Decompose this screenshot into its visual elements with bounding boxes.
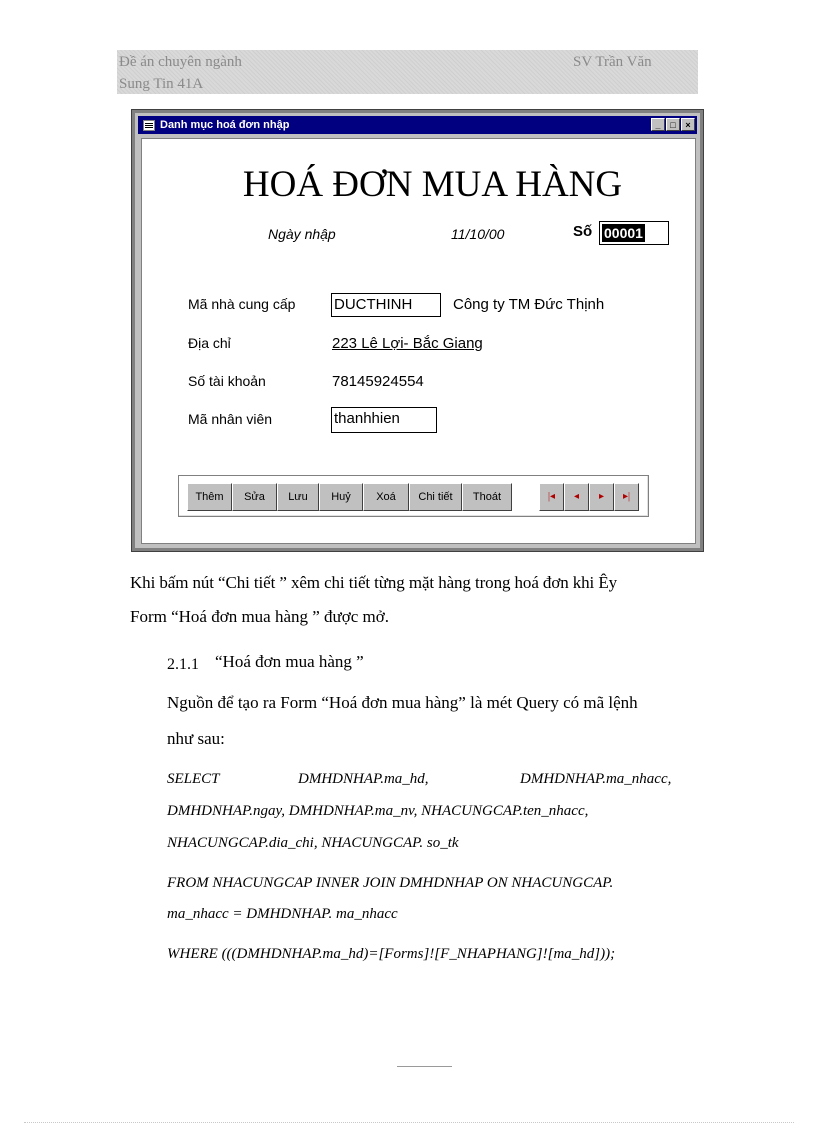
header-course: Đề án chuyên ngành bbox=[119, 54, 242, 70]
last-record-icon[interactable]: ▸| bbox=[614, 483, 639, 511]
section-number: 2.1.1 bbox=[167, 656, 199, 673]
employee-label: Mã nhân viên bbox=[188, 411, 273, 427]
exit-button[interactable]: Thoát bbox=[462, 483, 512, 511]
header-student: SV Trần Văn bbox=[573, 54, 652, 70]
paragraph-2-line-2: như sau: bbox=[167, 729, 225, 748]
first-record-icon[interactable]: |◂ bbox=[539, 483, 564, 511]
form-app-icon bbox=[143, 120, 155, 131]
account-label: Số tài khoản bbox=[188, 373, 266, 389]
window-title: Danh mục hoá đơn nhập bbox=[160, 119, 290, 131]
maximize-icon[interactable]: □ bbox=[666, 118, 680, 131]
invoice-number-label: Số bbox=[573, 223, 593, 240]
delete-button[interactable]: Xoá bbox=[363, 483, 409, 511]
sql-from-line-2: ma_nhacc = DMHDNHAP. ma_nhacc bbox=[167, 906, 398, 922]
add-button[interactable]: Thêm bbox=[187, 483, 232, 511]
sql-where-line: WHERE (((DMHDNHAP.ma_hd)=[Forms]![F_NHAPHANG]![ma_hd])); bbox=[167, 946, 616, 962]
close-icon[interactable]: × bbox=[681, 118, 695, 131]
sql-select-keyword: SELECT bbox=[167, 771, 220, 787]
supplier-code-label: Mã nhà cung cấp bbox=[188, 296, 296, 312]
address-value: 223 Lê Lợi- Bắc Giang bbox=[332, 335, 483, 352]
save-button[interactable]: Lưu bbox=[277, 483, 319, 511]
date-label: Ngày nhập bbox=[268, 226, 336, 242]
form-heading: HOÁ ĐƠN MUA HÀNG bbox=[242, 164, 623, 205]
supplier-name: Công ty TM Đức Thịnh bbox=[453, 296, 605, 313]
employee-field[interactable]: thanhhien bbox=[331, 407, 437, 433]
paragraph-1-line-2: Form “Hoá đơn mua hàng ” được mở. bbox=[130, 607, 390, 626]
sql-select-line-2: DMHDNHAP.ngay, DMHDNHAP.ma_nv, NHACUNGCAP.ten_nhacc, bbox=[167, 803, 589, 819]
sql-select-col-2: DMHDNHAP.ma_nhacc, bbox=[520, 771, 672, 787]
command-toolbar bbox=[178, 475, 649, 517]
form-client-area bbox=[141, 138, 696, 544]
access-form-window bbox=[132, 110, 703, 551]
paragraph-1-line-1: Khi bấm nút “Chi tiết ” xêm chi tiết từng mặt hàng trong hoá đơn khi Êy bbox=[130, 573, 618, 592]
window-controls bbox=[650, 118, 695, 132]
header-student-cont: Sung Tin 41A bbox=[119, 76, 204, 92]
window-titlebar bbox=[138, 116, 697, 134]
detail-button[interactable]: Chi tiết bbox=[409, 483, 462, 511]
next-record-icon[interactable]: ▸ bbox=[589, 483, 614, 511]
previous-record-icon[interactable]: ◂ bbox=[564, 483, 589, 511]
page-footer-rule bbox=[397, 1066, 452, 1067]
date-value: 11/10/00 bbox=[451, 226, 505, 242]
section-title: “Hoá đơn mua hàng ” bbox=[215, 652, 364, 671]
sql-select-line-3: NHACUNGCAP.dia_chi, NHACUNGCAP. so_tk bbox=[167, 835, 459, 851]
account-value: 78145924554 bbox=[332, 373, 424, 390]
supplier-code-field[interactable]: DUCTHINH bbox=[331, 293, 441, 317]
sql-from-line-1: FROM NHACUNGCAP INNER JOIN DMHDNHAP ON NHACUNGCAP. bbox=[167, 875, 614, 891]
sql-select-col-1: DMHDNHAP.ma_hd, bbox=[298, 771, 429, 787]
edit-button[interactable]: Sửa bbox=[232, 483, 277, 511]
cancel-button[interactable]: Huỷ bbox=[319, 483, 363, 511]
page-header bbox=[117, 50, 698, 94]
minimize-icon[interactable]: _ bbox=[651, 118, 665, 131]
address-label: Địa chỉ bbox=[188, 335, 231, 351]
invoice-number-field[interactable] bbox=[599, 221, 669, 245]
paragraph-2-line-1: Nguồn để tạo ra Form “Hoá đơn mua hàng” là mét Query có mã lệnh bbox=[167, 693, 638, 712]
invoice-number-value: 00001 bbox=[604, 225, 643, 241]
